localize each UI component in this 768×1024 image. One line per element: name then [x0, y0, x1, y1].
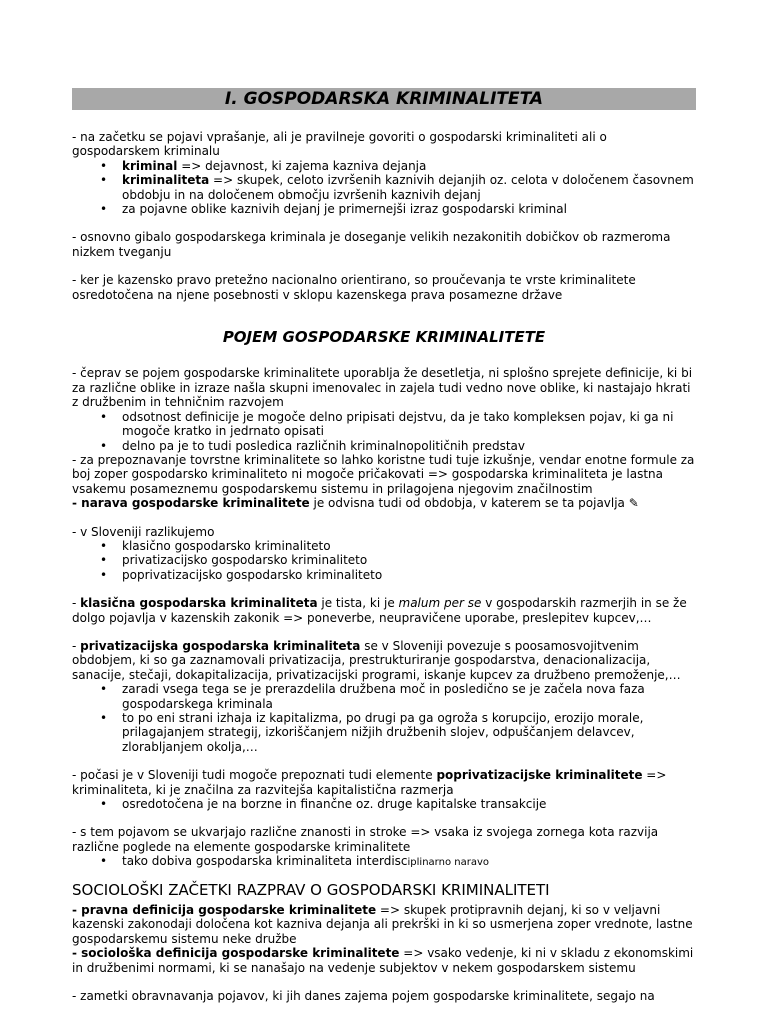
paragraph: - čeprav se pojem gospodarske kriminalitete uporablja že desetletja, ni splošno sprejete definicije, ki bi za različne oblike in izraze našla skupni imenovalec in zajela tudi vedno nove oblike, ki nastajajo hkrati z družbenim in tehničnim razvojem	[72, 366, 693, 410]
bullet-list	[72, 410, 696, 453]
paragraph: - osnovno gibalo gospodarskega kriminala je doseganje velikih nezakonitih dobičkov ob razmeroma nizkem tveganju	[72, 230, 671, 259]
paragraph: - narava gospodarske kriminalitete je odvisna tudi od obdobja, v katerem se ta pojavlja ✎	[72, 496, 639, 511]
list-item: • za pojavne oblike kaznivih dejanj je primernejši izraz gospodarski kriminal	[72, 202, 696, 216]
list-item: • odsotnost definicije je mogoče delno pripisati dejstvu, da je tako kompleksen pojav, ki ga ni mogoče kratko in jedrnato opisati	[72, 410, 696, 439]
paragraph: - pravna definicija gospodarske kriminalitete => skupek protipravnih dejanj, ki so v veljavni kazenski zakonodaji določena kot kazniva dejanja ali prekrški in ki so usmerjena zoper vrednote, lastne gospodarskemu sistemu neke družbe	[72, 903, 693, 946]
section-heading: POJEM GOSPODARSKE KRIMINALITETE	[222, 328, 546, 347]
list-item: • kriminal => dejavnost, ki zajema kazniva dejanja	[72, 159, 696, 173]
list-item: • osredotočena je na borzne in finančne oz. druge kapitalske transakcije	[72, 797, 696, 811]
section-heading: SOCIOLOŠKI ZAČETKI RAZPRAV O GOSPODARSKI KRIMINALITETI	[72, 880, 550, 899]
list-item: • kriminaliteta => skupek, celoto izvršenih kaznivih dejanjih oz. celota v določenem časovnem obdobju in na določenem območju izvršenih kaznivih dejanj	[72, 173, 696, 202]
list-item: • privatizacijsko gospodarsko kriminaliteto	[72, 553, 696, 567]
paragraph: - privatizacijska gospodarska kriminaliteta se v Sloveniji povezuje s poosamosvojitvenim obdobjem, ki so ga zaznamovali privatizacija, prestrukturiranje gospodarstva, denacionalizacija, sanacije, stečaji, dokapitalizacija, privatizacijski programi, iskanje kupcev za družbeno premoženje,…	[72, 638, 681, 682]
document-page	[72, 88, 696, 1004]
paragraph: - klasična gospodarska kriminaliteta je tista, ki je malum per se v gospodarskih razmerjih in se že dolgo pojavlja v kazenskih zakonik => poneverbe, neupravičene uporabe, preslepitev kupcev,…	[72, 596, 687, 625]
list-item: • to po eni strani izhaja iz kapitalizma, po drugi pa ga ogroža s korupcijo, erozijo morale, prilagajanjem strategij, izkoriščanjem nižjih družbenih slojev, odpuščanjem delavcev, zlorabljanjem okolja,…	[72, 711, 696, 754]
list-item: • poprivatizacijsko gospodarsko kriminaliteto	[72, 568, 696, 582]
paragraph: - v Sloveniji razlikujemo	[72, 524, 215, 539]
list-item: • zaradi vsega tega se je prerazdelila družbena moč in posledično se je začela nova faza gospodarskega kriminala	[72, 682, 696, 711]
paragraph: - s tem pojavom se ukvarjajo različne znanosti in stroke => vsaka iz svojega zornega kota razvija različne poglede na elemente gospodarske kriminalitete	[72, 825, 659, 854]
paragraph: - ker je kazensko pravo pretežno nacionalno orientirano, so proučevanja te vrste kriminalitete osredotočena na njene posebnosti v sklopu kazenskega prava posamezne države	[72, 273, 636, 302]
paragraph: - sociološka definicija gospodarske kriminalitete => vsako vedenje, ki ni v skladu z ekonomskimi in družbenimi normami, ki se nanašajo na vedenje subjektov v nekem gospodarskem sistemu	[72, 946, 694, 975]
paragraph: - za prepoznavanje tovrstne kriminalitete so lahko koristne tudi tuje izkušnje, vendar enotne formule za boj zoper gospodarsko kriminaliteto ni mogoče pričakovati => gospodarska kriminaliteta je lastna vsakemu posameznemu gospodarskemu sistemu in prilagojena njegovim značilnostim	[72, 452, 695, 496]
bullet-list	[72, 539, 696, 582]
list-item: • klasično gospodarsko kriminaliteto	[72, 539, 696, 553]
paragraph: - počasi je v Sloveniji tudi mogoče prepoznati tudi elemente poprivatizacijske kriminalitete => kriminaliteta, ki je značilna za razvitejša kapitalistična razmerja	[72, 768, 667, 797]
bullet-list	[72, 682, 696, 754]
bullet-list	[72, 797, 696, 811]
list-item: • tako dobiva gospodarska kriminaliteta interdisciplinarno naravo	[72, 854, 696, 870]
bullet-list	[72, 159, 696, 217]
paragraph: - zametki obravnavanja pojavov, ki jih danes zajema pojem gospodarske kriminalitete, segajo na	[72, 989, 655, 1004]
bullet-list	[72, 854, 696, 870]
paragraph: - na začetku se pojavi vprašanje, ali je pravilneje govoriti o gospodarski kriminaliteti ali o gospodarskem kriminalu	[72, 130, 607, 159]
chapter-title: I. GOSPODARSKA KRIMINALITETA	[72, 88, 696, 110]
list-item: • delno pa je to tudi posledica različnih kriminalnopolitičnih predstav	[72, 439, 696, 453]
